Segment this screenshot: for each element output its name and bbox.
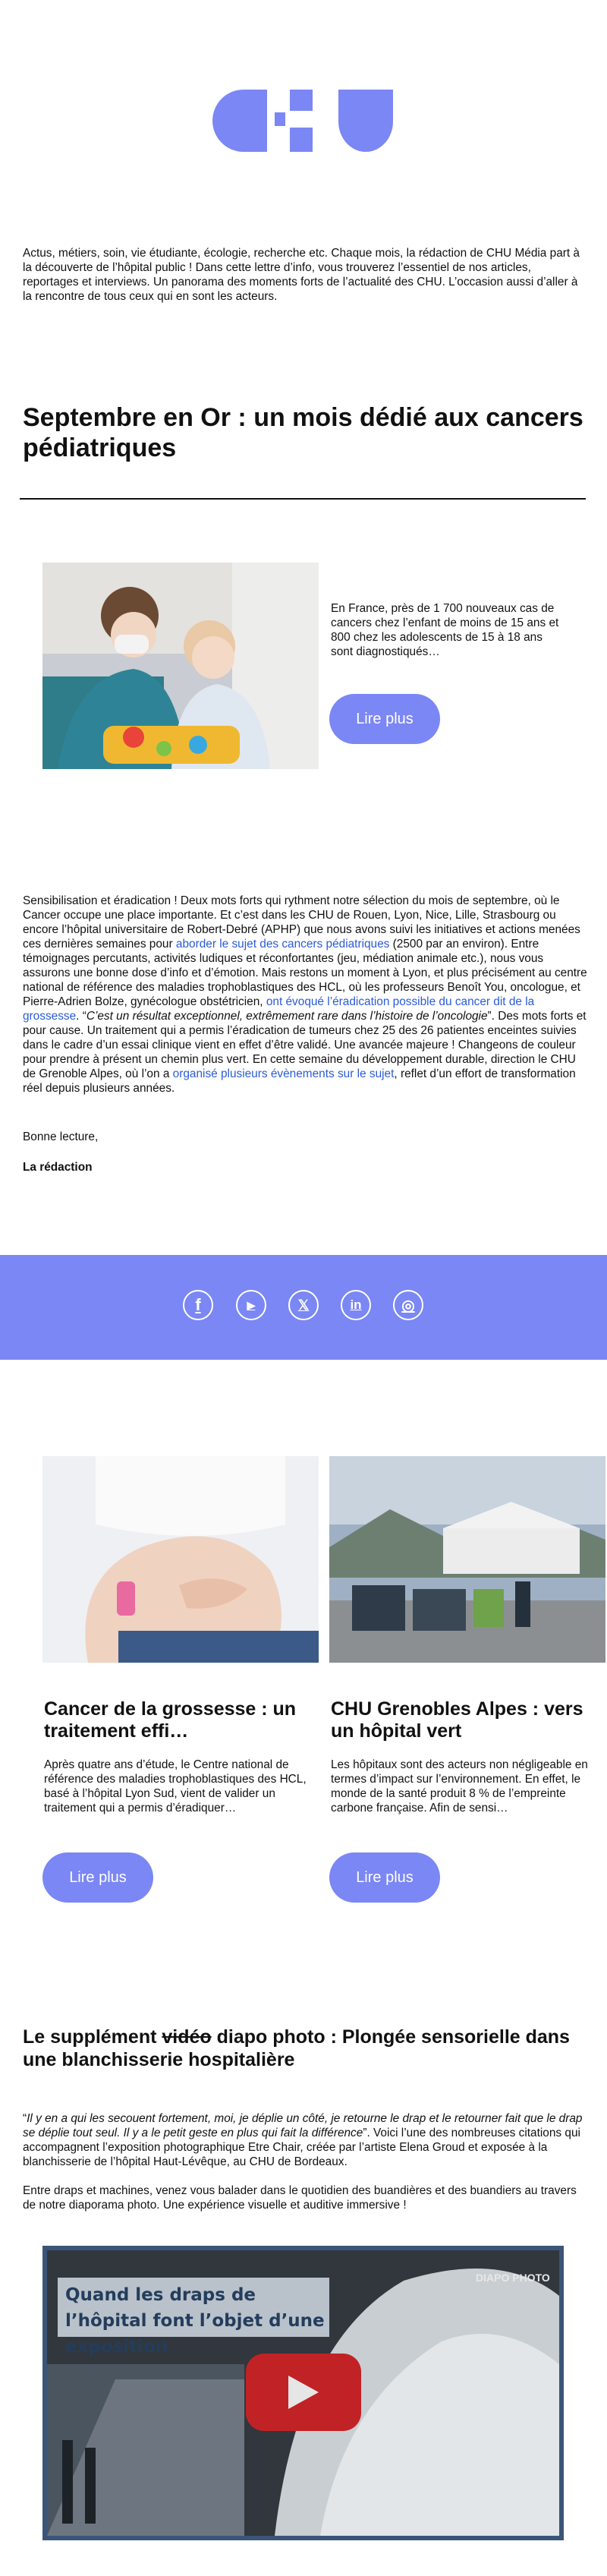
editorial-part: , reflet d’un effort de transformation réel depuis plusieurs années. (23, 1067, 576, 1095)
editorial-text (23, 894, 588, 1096)
card-1-title: Cancer de la grossesse : un traitement effi… (44, 1698, 297, 1742)
x-twitter-icon[interactable] (288, 1290, 319, 1320)
editorial-part: ”. Des mots forts et pour cause. Un traitement qui a permis l’éradication de tumeurs chez 25 des 26 patientes enceintes suivies dans le cadre d’un essai clinique vient en effet d’être validé. Une avancée majeure ! Changeons de couleur pour prendre à présent un chemin plus vert. En cette semaine du développement durable, direction le CHU de Grenoble Alpes, où l’on a (23, 1010, 587, 1080)
x-glyph: 𝕏 (297, 1297, 310, 1313)
play-icon (287, 2374, 320, 2410)
card-2-title: CHU Grenobles Alpes : vers un hôpital vert (331, 1698, 583, 1742)
video-play-button[interactable] (246, 2354, 361, 2431)
feature-read-more-button[interactable]: Lire plus (329, 694, 440, 744)
linkedin-icon[interactable] (341, 1290, 371, 1320)
card-2-read-more-button[interactable]: Lire plus (329, 1852, 440, 1903)
editorial-part: . “ (76, 1010, 86, 1023)
card-2-text: Les hôpitaux sont des acteurs non négligeable en termes d’impact sur l’environnement. En effet, le monde de la santé produit 8 % de l’empreinte carbone française. Afin de sensi… (331, 1758, 588, 1815)
instagram-glyph: ◎ (401, 1297, 415, 1314)
quote-mark: “ (23, 2112, 27, 2125)
instagram-icon[interactable] (393, 1290, 423, 1320)
intro-text: Actus, métiers, soin, vie étudiante, écologie, recherche etc. Chaque mois, la rédaction de CHU Média part à la découverte de l’hôpital public ! Dans cette lettre d’info, vous trouverez l’essentiel de nos articles, reportages et interviews. Un panorama des moments forts de l’actualité des CHU. L’occasion aussi d’aller à la rencontre de tous ceux qui en sont les acteurs. (23, 247, 580, 303)
video-title: Quand les draps de l’hôpital font l’objet d’une exposition (65, 2285, 325, 2357)
card-photo-green-hospital (329, 1456, 605, 1663)
video-tag: DIAPO PHOTO (476, 2272, 550, 2284)
editorial-greeting: Bonne lecture, (23, 1130, 99, 1143)
chu-logo (212, 90, 395, 152)
link-eradication-cancer[interactable]: ont évoqué l’éradication possible du cancer dit de la grossesse (23, 995, 535, 1023)
card-1-read-more-button[interactable]: Lire plus (42, 1852, 153, 1903)
video-thumbnail[interactable] (42, 2246, 564, 2540)
page-title: Septembre en Or : un mois dédié aux cancers pédiatriques (23, 403, 583, 462)
supplement-paragraph: Entre draps et machines, venez vous balader dans le quotidien des buandières et des buandiers au travers de notre diaporama photo. Une expérience visuelle et auditive immersive ! (23, 2184, 577, 2212)
editorial-part: Sensibilisation et éradication ! Deux mots forts qui rythment notre sélection du mois de septembre, où le Cancer occupe une place importante. Et c’est dans les CHU de Rouen, Lyon, Nice, Lille, Strasbourg ou encore l’hôpital universitaire de Robert-Debré (APHP) que nous avons suivi les initiatives et actions menées ces dernières semaines pour (23, 894, 580, 951)
supplement-quote-context: ”. Voici l’une des nombreuses citations qui accompagnent l’exposition photographique Etre Chair, créée par l’artiste Elena Groud et exposée à la blanchisserie de l’hôpital Haut-Lévêque, au CHU de Bordeaux. (23, 2127, 580, 2168)
linkedin-glyph: in (350, 1297, 362, 1312)
feature-summary: En France, près de 1 700 nouveaux cas de cancers chez l’enfant de moins de 15 ans et 800 chez les adolescents de 15 à 18 ans sont diagnostiqués… (331, 602, 559, 658)
supplement-quote: Il y en a qui les secouent fortement, moi, je déplie un côté, je retourne le drap et le retourner fait que le drap se déplie tout seul. Il y a le petit geste en plus qui fait la différence (23, 2112, 583, 2139)
headline-divider (20, 498, 586, 500)
supplement-title-strike: vidéo (162, 2026, 212, 2048)
editorial-quote: C’est un résultat exceptionnel, extrêmement rare dans l’histoire de l’oncologie (86, 1010, 488, 1023)
feature-photo-doctor-child (42, 563, 319, 769)
supplement-title-part: diapo photo : Plongée sensorielle dans une blanchisserie hospitalière (23, 2026, 570, 2070)
card-photo-pregnancy (42, 1456, 319, 1663)
facebook-icon[interactable] (183, 1290, 213, 1320)
link-cancers-pediatriques[interactable]: aborder le sujet des cancers pédiatriques (175, 938, 390, 951)
facebook-glyph: f (195, 1295, 201, 1314)
youtube-icon[interactable] (236, 1290, 266, 1320)
editorial-part: (2500 par an environ). Entre témoignages percutants, activités ludiques et réconfortantes (jeu, médiation animale etc.), nous vous assurons une bonne dose d’info et d’émotion. Mais restons un moment à Lyon, et plus précisément au centre national de référence des maladies trophoblastiques des HCL, où les professeurs Benoît You, oncologue, et Pierre-Adrien Bolze, gynécologue obstétricien, (23, 938, 587, 1008)
youtube-glyph: ▶ (247, 1298, 256, 1311)
link-evenements-grenoble[interactable]: organisé plusieurs évènements sur le sujet (172, 1067, 395, 1080)
supplement-title (23, 2026, 584, 2071)
editorial-signature: La rédaction (23, 1161, 93, 1174)
card-1-text: Après quatre ans d’étude, le Centre national de référence des maladies trophoblastiques des HCL, basé à l’hôpital Lyon Sud, vient de valider un traitement qui a permis d’éradiquer… (44, 1758, 307, 1815)
supplement-title-part: Le supplément (23, 2026, 162, 2048)
supplement-quote-paragraph (23, 2111, 588, 2169)
